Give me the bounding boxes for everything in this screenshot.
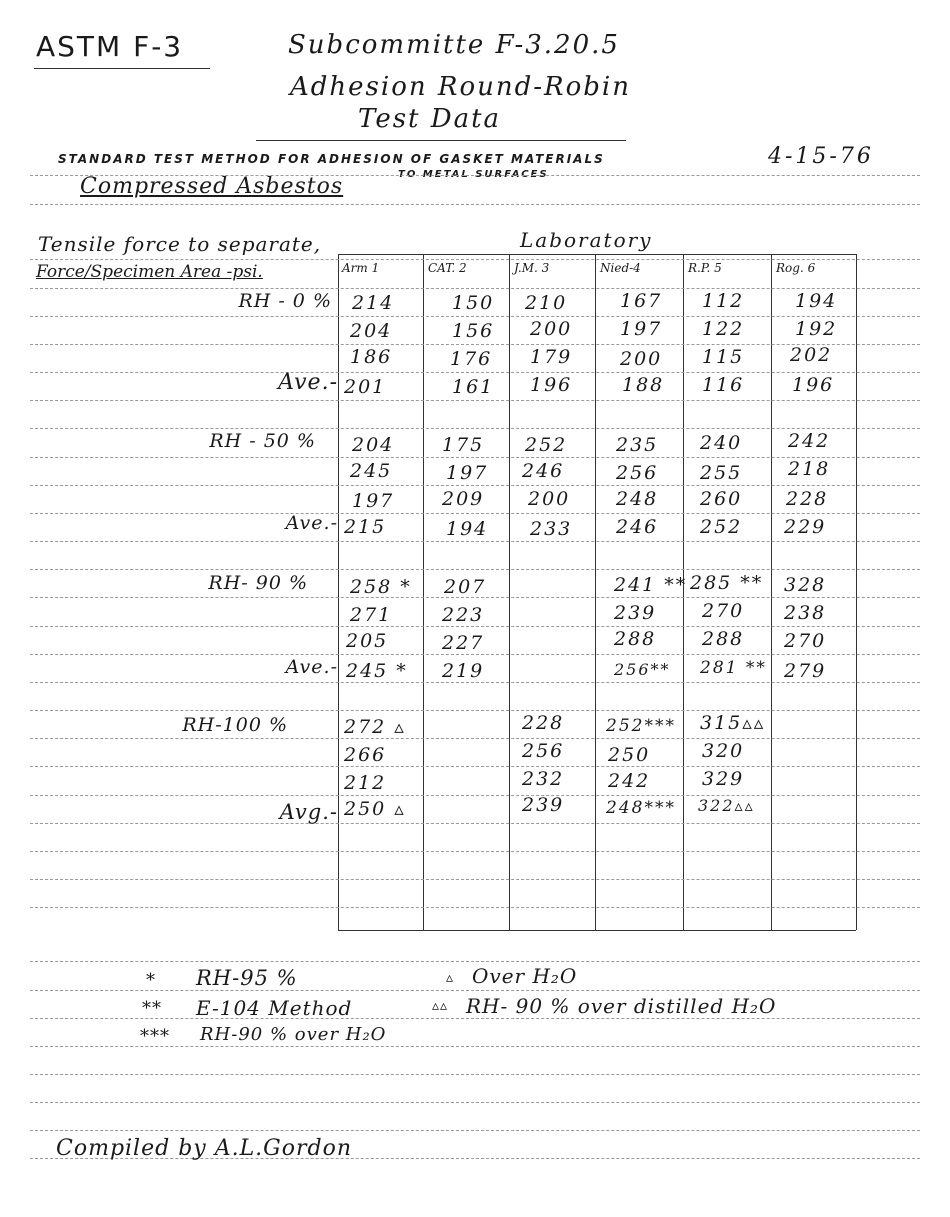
data-cell: 258 * [350, 576, 412, 598]
data-cell: 197 [446, 462, 489, 484]
ruled-line [30, 823, 920, 824]
avg-cell: 245 * [346, 660, 408, 682]
method-subtitle: TO METAL SURFACES [398, 169, 549, 180]
astm-label: ASTM F-3 [36, 30, 184, 63]
col-header-2: CAT. 2 [428, 261, 467, 275]
ruled-line [30, 288, 920, 289]
table-col-line-6 [771, 254, 772, 930]
avg-cell: 194 [446, 518, 489, 540]
avg-cell: 248*** [606, 798, 676, 818]
note-symbol: *** [140, 1026, 170, 1047]
avg-label: Ave.- [278, 370, 338, 395]
data-cell: 156 [452, 320, 495, 342]
data-cell: 235 [616, 434, 659, 456]
data-cell: 288 [702, 628, 745, 650]
ruled-line [30, 990, 920, 991]
data-cell: 285 ** [690, 572, 764, 594]
data-cell: 167 [620, 290, 663, 312]
ruled-line [30, 400, 920, 401]
ruled-line [30, 851, 920, 852]
data-cell: 112 [702, 290, 745, 312]
avg-cell: 246 [616, 516, 659, 538]
group-label-rh100: RH-100 % [182, 714, 288, 736]
avg-cell: 281 ** [700, 658, 767, 678]
data-cell: 315▵▵ [700, 712, 766, 734]
data-cell: 115 [702, 346, 745, 368]
data-cell: 176 [450, 348, 493, 370]
data-cell: 255 [700, 462, 743, 484]
data-cell: 272 ▵ [344, 716, 406, 738]
group-label-rh0: RH - 0 % [238, 290, 332, 312]
note-text: Over H₂O [472, 964, 578, 988]
avg-cell: 196 [530, 374, 573, 396]
method-date: 4-15-76 [768, 144, 874, 169]
note-text: E-104 Method [196, 996, 353, 1020]
data-cell: 328 [784, 574, 827, 596]
data-cell: 218 [788, 458, 831, 480]
laboratory-label: Laboratory [520, 228, 653, 252]
data-cell: 200 [528, 488, 571, 510]
data-cell: 246 [522, 460, 565, 482]
data-cell: 271 [350, 604, 393, 626]
note-symbol: ▵▵ [432, 998, 449, 1014]
group-label-rh50: RH - 50 % [209, 430, 316, 452]
data-cell: 256 [522, 740, 565, 762]
data-cell: 210 [525, 292, 568, 314]
col-header-3: J.M. 3 [514, 261, 550, 275]
avg-cell: 116 [702, 374, 745, 396]
col-header-5: R.P. 5 [688, 261, 722, 275]
data-cell: 239 [614, 602, 657, 624]
avg-cell: 233 [530, 518, 573, 540]
ruled-line [30, 626, 920, 627]
material-rule [30, 204, 920, 205]
data-cell: 320 [702, 740, 745, 762]
data-cell: 240 [700, 432, 743, 454]
avg-cell: 322▵▵ [698, 796, 755, 815]
data-cell: 212 [344, 772, 387, 794]
table-col-line-3 [509, 254, 510, 930]
col-header-1: Arm 1 [342, 261, 380, 275]
ruled-line [30, 457, 920, 458]
data-cell: 329 [702, 768, 745, 790]
data-cell: 227 [442, 632, 485, 654]
data-cell: 256 [616, 462, 659, 484]
data-cell: 260 [700, 488, 743, 510]
data-cell: 204 [350, 320, 393, 342]
ruled-line [30, 710, 920, 711]
ruled-line [30, 428, 920, 429]
avg-cell: 229 [784, 516, 827, 538]
data-cell: 197 [352, 490, 395, 512]
avg-cell: 188 [622, 374, 665, 396]
data-cell: 200 [530, 318, 573, 340]
ruled-line [30, 259, 920, 260]
compiled-by: Compiled by A.L.Gordon [56, 1136, 353, 1161]
data-cell: 179 [530, 346, 573, 368]
ruled-line [30, 372, 920, 373]
table-bottom-border [338, 930, 856, 931]
data-cell: 228 [786, 488, 829, 510]
data-cell: 207 [444, 576, 487, 598]
data-cell: 245 [350, 460, 393, 482]
ruled-line [30, 541, 920, 542]
data-cell: 214 [352, 292, 395, 314]
ruled-line [30, 344, 920, 345]
table-col-line-4 [595, 254, 596, 930]
ruled-line [30, 682, 920, 683]
astm-underline [34, 68, 210, 69]
data-cell: 252 [525, 434, 568, 456]
avg-cell: 161 [452, 376, 495, 398]
avg-cell: 196 [792, 374, 835, 396]
table-col-line-1 [338, 254, 339, 930]
ruled-line [30, 879, 920, 880]
data-cell: 241 ** [614, 574, 688, 596]
ruled-line [30, 907, 920, 908]
avg-cell: 256** [614, 660, 671, 679]
data-cell: 238 [784, 602, 827, 624]
ruled-line [30, 485, 920, 486]
method-title: STANDARD TEST METHOD FOR ADHESION OF GASKET MATERIALS [58, 152, 605, 166]
table-top-border [338, 254, 856, 255]
ruled-line [30, 738, 920, 739]
avg-cell: 215 [344, 516, 387, 538]
avg-label: Ave.- [285, 512, 338, 534]
data-cell: 228 [522, 712, 565, 734]
data-cell: 242 [608, 770, 651, 792]
data-cell: 250 [608, 744, 651, 766]
data-cell: 270 [702, 600, 745, 622]
test-data-title: Test Data [358, 104, 502, 134]
avg-cell: 219 [442, 660, 485, 682]
data-cell: 186 [350, 346, 393, 368]
data-cell: 232 [522, 768, 565, 790]
table-col-line-2 [423, 254, 424, 930]
data-cell: 288 [614, 628, 657, 650]
note-symbol: * [146, 970, 156, 991]
data-cell: 194 [795, 290, 838, 312]
avg-cell: 252 [700, 516, 743, 538]
data-cell: 266 [344, 744, 387, 766]
col-header-4: Nied-4 [600, 261, 641, 275]
tensile-label: Tensile force to separate, [38, 232, 322, 256]
ruled-line [30, 316, 920, 317]
note-text: RH- 90 % over distilled H₂O [466, 994, 777, 1018]
data-cell: 270 [784, 630, 827, 652]
ruled-line [30, 569, 920, 570]
ruled-line [30, 1074, 920, 1075]
data-cell: 242 [788, 430, 831, 452]
avg-cell: 239 [522, 794, 565, 816]
col-header-6: Rog. 6 [776, 261, 816, 275]
data-cell: 150 [452, 292, 495, 314]
avg-label: Ave.- [285, 656, 338, 678]
data-cell: 252*** [606, 716, 676, 736]
ruled-line [30, 1130, 920, 1131]
data-cell: 202 [790, 344, 833, 366]
subcommittee-title: Subcommitte F-3.20.5 [288, 30, 620, 60]
data-cell: 197 [620, 318, 663, 340]
material-label: Compressed Asbestos [80, 174, 344, 199]
note-text: RH-95 % [196, 966, 298, 990]
ruled-line [30, 513, 920, 514]
note-text: RH-90 % over H₂O [200, 1024, 387, 1045]
data-cell: 248 [616, 488, 659, 510]
avg-cell: 250 ▵ [344, 798, 406, 820]
title-underline [256, 140, 626, 141]
data-cell: 192 [795, 318, 838, 340]
ruled-line [30, 795, 920, 796]
force-area-label: Force/Specimen Area -psi. [36, 262, 263, 282]
ruled-line [30, 654, 920, 655]
ruled-line [30, 1018, 920, 1019]
avg-cell: 201 [344, 376, 387, 398]
data-cell: 209 [442, 488, 485, 510]
ruled-line [30, 1102, 920, 1103]
note-symbol: ** [142, 998, 162, 1019]
table-col-line-7 [856, 254, 857, 930]
round-robin-title: Adhesion Round-Robin [290, 72, 631, 102]
note-symbol: ▵ [446, 970, 455, 986]
ruled-line [30, 961, 920, 962]
data-cell: 204 [352, 434, 395, 456]
data-cell: 223 [442, 604, 485, 626]
group-label-rh90: RH- 90 % [208, 572, 308, 594]
data-cell: 200 [620, 348, 663, 370]
data-cell: 205 [346, 630, 389, 652]
avg-cell: 279 [784, 660, 827, 682]
data-cell: 122 [702, 318, 745, 340]
avg-label: Avg.- [279, 800, 338, 824]
data-cell: 175 [442, 434, 485, 456]
ruled-line [30, 766, 920, 767]
